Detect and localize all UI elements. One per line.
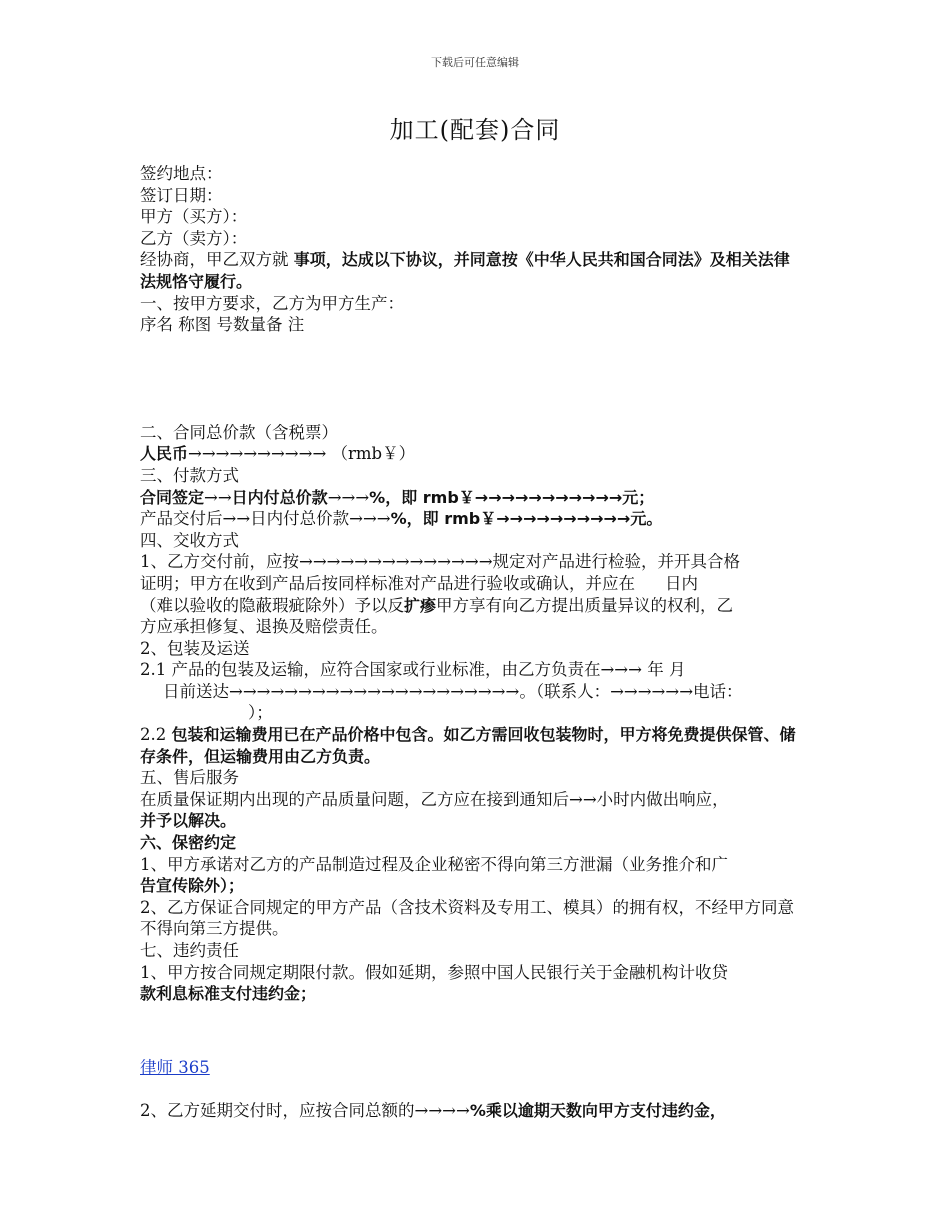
packaging-heading: 2、包装及运送 <box>140 638 250 658</box>
breach-1-b: 款利息标准支付违约金； <box>140 984 317 1004</box>
inspection-line-4: 方应承担修复、退换及赔偿责任。 <box>140 617 388 637</box>
packaging-2-2-text: 包装和运输费用已在产品价格中包含。如乙方需回收包装物时，甲方将免费提供保管、储存条件，但运输费用由乙方负责。 <box>140 725 796 766</box>
payment-2-a: 产品交付后→→日内付总价款→→→ <box>140 509 391 529</box>
confidential-2: 2、乙方保证合同规定的甲方产品（含技术资料及专用工、模具）的拥有权，不经甲方同意不得向第三方提供。 <box>140 897 794 939</box>
section6-heading: 六、保密约定 <box>140 833 237 853</box>
intro-normal: 经协商，甲乙双方就 <box>140 250 294 270</box>
section1-heading: 一、按甲方要求，乙方为甲方生产： <box>140 293 404 313</box>
packaging-2-2-num: 2.2 <box>140 725 172 745</box>
rmb-label: 人民币 <box>140 444 189 464</box>
contract-body <box>140 163 805 1122</box>
packaging-2-2 <box>140 724 805 767</box>
total-price-line <box>140 443 805 465</box>
intro-bold: 事项，达成以下协议，并同意按《中华人民共和国合同法》及相关法律法规恪守履行。 <box>140 250 790 291</box>
packaging-2-1-line-1: 2.1 产品的包装及运输，应符合国家或行业标准，由乙方负责在→→→ 年 月 <box>140 660 686 680</box>
inspection-line-2 <box>140 573 805 595</box>
spacer <box>140 1005 805 1057</box>
section2-heading: 二、合同总价款（含税票） <box>140 422 338 442</box>
payment-line-2 <box>140 508 805 530</box>
inspection-2-b: 日内 <box>665 573 698 593</box>
product-table-blank <box>140 336 805 422</box>
party-a: 甲方（买方）： <box>140 207 248 227</box>
rmb-value: →→→→→→→→→→ （rmb￥） <box>188 444 416 464</box>
inspection-3-b: 扩瘆 <box>404 595 437 615</box>
section4-heading: 四、交收方式 <box>140 530 239 550</box>
signing-place: 签约地点： <box>140 164 223 183</box>
packaging-2-1-line-3: ）； <box>248 703 273 723</box>
payment-1-a: 合同签定 <box>140 487 205 507</box>
inspection-2-a: 证明；甲方在收到产品后按同样标准对产品进行验收或确认，并应在 <box>140 573 635 593</box>
breach-2-b: %乘以逾期天数向甲方支付违约金， <box>469 1101 726 1121</box>
confidential-1-b: 告宣传除外）； <box>140 876 245 896</box>
inspection-3-a: （难以验收的隐蔽瑕疵除外）予以反 <box>140 595 404 615</box>
after-sales-line-2: 并予以解决。 <box>140 811 237 831</box>
section3-heading: 三、付款方式 <box>140 465 239 485</box>
payment-1-d: →→→ <box>327 487 370 507</box>
packaging-2-1-line-2: 日前送达→→→→→→→→→→→→→→→→→→→→→。（联系人：→→→→→→电话： <box>163 681 743 701</box>
payment-1-c: 日内付总价款 <box>231 487 328 507</box>
breach-2 <box>140 1100 805 1122</box>
payment-1-b: →→ <box>204 487 232 507</box>
product-table-header: 序名 称图 号数量备 注 <box>140 315 305 335</box>
breach-2-a: 2、乙方延期交付时，应按合同总额的→→→→ <box>140 1101 470 1121</box>
page-header-note: 下载后可任意编辑 <box>431 56 519 69</box>
section7-heading: 七、违约责任 <box>140 941 239 960</box>
inspection-line-1: 1、乙方交付前，应按→→→→→→→→→→→→→→规定对产品进行检验，并开具合格 <box>140 552 741 572</box>
inspection-line-3 <box>140 595 805 617</box>
lawyer-link-line <box>140 1057 805 1079</box>
payment-1-e: %，即 rmb￥→→→→→→→→→→→元； <box>369 487 655 507</box>
signing-date: 签订日期： <box>140 185 223 205</box>
lawyer-365-link[interactable]: 律师 365 <box>140 1057 210 1077</box>
after-sales-line-1: 在质量保证期内出现的产品质量问题，乙方应在接到通知后→→小时内做出响应， <box>140 789 729 809</box>
payment-2-b: %，即 rmb￥→→→→→→→→→→元。 <box>390 509 663 529</box>
inspection-3-c: 甲方享有向乙方提出质量异议的权利，乙 <box>436 595 734 615</box>
intro-paragraph <box>140 249 805 292</box>
document-title: 加工(配套)合同 <box>389 116 561 144</box>
payment-line-1 <box>140 487 805 509</box>
breach-1-a: 1、甲方按合同规定期限付款。假如延期，参照中国人民银行关于金融机构计收贷 <box>140 962 728 982</box>
spacer-2 <box>140 1078 805 1100</box>
party-b: 乙方（卖方）： <box>140 228 248 248</box>
section5-heading: 五、售后服务 <box>140 768 239 788</box>
confidential-1-a: 1、甲方承诺对乙方的产品制造过程及企业秘密不得向第三方泄漏（业务推介和广 <box>140 854 728 874</box>
